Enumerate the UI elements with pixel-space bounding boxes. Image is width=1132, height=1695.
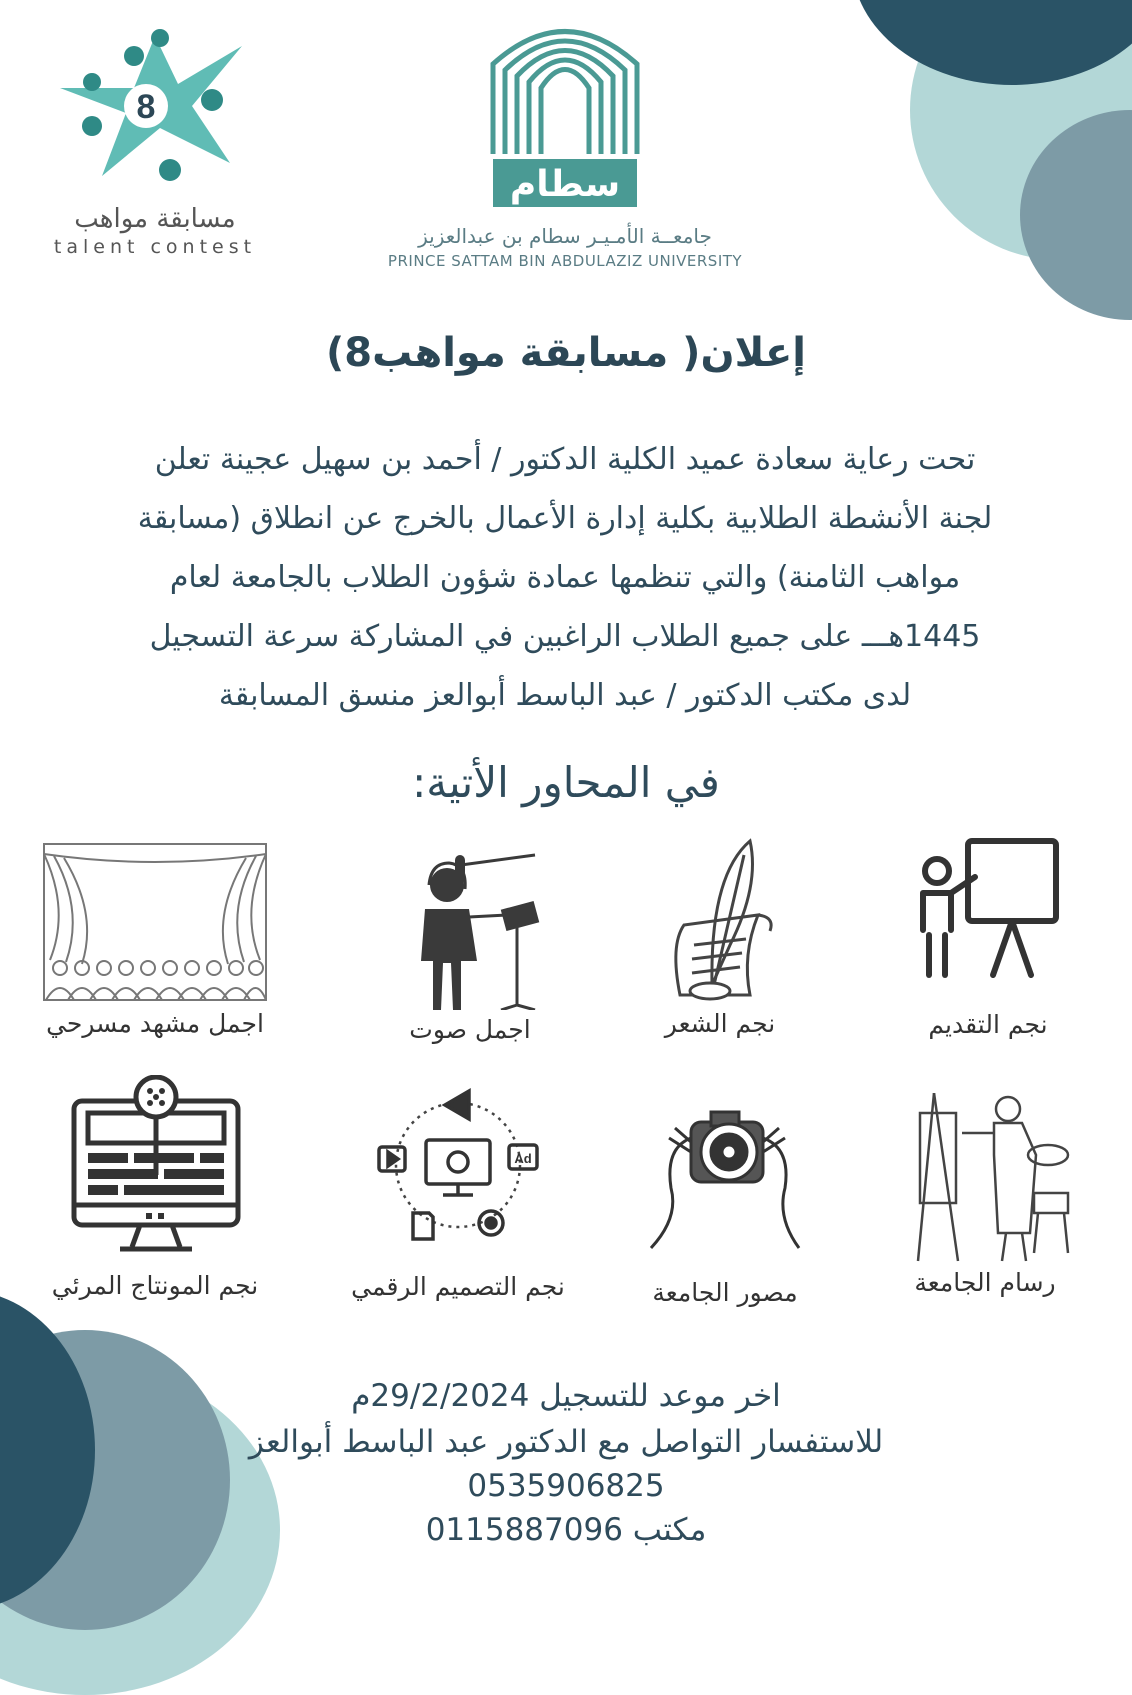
university-logo (360, 4, 770, 284)
mobile-number: 0535906825 (467, 1468, 665, 1504)
painter-easel-icon (898, 1093, 1073, 1263)
theater-stage-icon (40, 840, 270, 1005)
body-line: لدى مكتب الدكتور / عبد الباسط أبوالعز منسق المسابقة (218, 678, 912, 713)
category-label: نجم الشعر (664, 1009, 776, 1038)
talent-star-icon (30, 18, 280, 198)
talent-logo-number: 8 (136, 88, 156, 126)
talent-contest-logo (30, 18, 280, 268)
arch-emblem-icon (360, 4, 770, 214)
body-line: لجنة الأنشطة الطلابية بكلية إدارة الأعمال بالخرج عن انطلاق (مسابقة (137, 501, 993, 536)
svg-text:Ad: Ad (514, 1151, 532, 1166)
category-label: اجمل مشهد مسرحي (46, 1009, 264, 1038)
quill-poetry-icon (650, 835, 790, 1005)
registration-deadline: اخر موعد للتسجيل 29/2/2024م (351, 1378, 781, 1414)
university-name-arabic: جامعــة الأمـيـر سطام بن عبدالعزيز (418, 224, 712, 248)
body-line: تحت رعاية سعادة عميد الكلية الدكتور / أحمد بن سهيل عجينة تعلن (154, 442, 976, 477)
category-painter (845, 1093, 1125, 1297)
category-digital-design (318, 1085, 598, 1301)
camera-hands-icon (645, 1098, 805, 1258)
category-label: رسام الجامعة (914, 1268, 1056, 1297)
singer-microphone-icon (395, 845, 545, 1010)
category-poetry (580, 835, 860, 1038)
body-line: 1445هـــ على جميع الطلاب الراغبين في المشاركة سرعة التسجيل (149, 619, 981, 654)
presenter-icon (913, 835, 1063, 985)
digital-design-icon (373, 1085, 543, 1245)
categories-heading: في المحاور الأتية: (412, 758, 720, 807)
category-video-editing (15, 1075, 295, 1300)
category-label: نجم التصميم الرقمي (351, 1272, 565, 1301)
category-photographer (585, 1098, 865, 1307)
body-line: مواهب الثامنة) والتي تنظمها عمادة شؤون الطلاب بالجامعة لعام (169, 560, 961, 595)
talent-logo-english: talent contest (53, 236, 257, 258)
announcement-body (70, 430, 1060, 725)
university-wordmark: سطام (509, 164, 621, 205)
talent-logo-arabic: مسابقة مواهب (74, 204, 236, 234)
category-voice (330, 845, 610, 1044)
category-theater (15, 840, 295, 1038)
office-number: مكتب 0115887096 (425, 1512, 707, 1548)
university-name-english: PRINCE SATTAM BIN ABDULAZIZ UNIVERSITY (387, 252, 743, 270)
category-label: مصور الجامعة (652, 1278, 798, 1307)
category-label: نجم المونتاج المرئي (51, 1271, 259, 1300)
video-editing-icon (60, 1075, 250, 1255)
category-label: نجم التقديم (928, 1010, 1048, 1039)
category-label: اجمل صوت (409, 1015, 531, 1044)
announcement-title: إعلان( مسابقة مواهب8) (326, 330, 806, 376)
inquiry-contact: للاستفسار التواصل مع الدكتور عبد الباسط أبوالعز (248, 1424, 884, 1460)
category-presenter (848, 835, 1128, 1039)
